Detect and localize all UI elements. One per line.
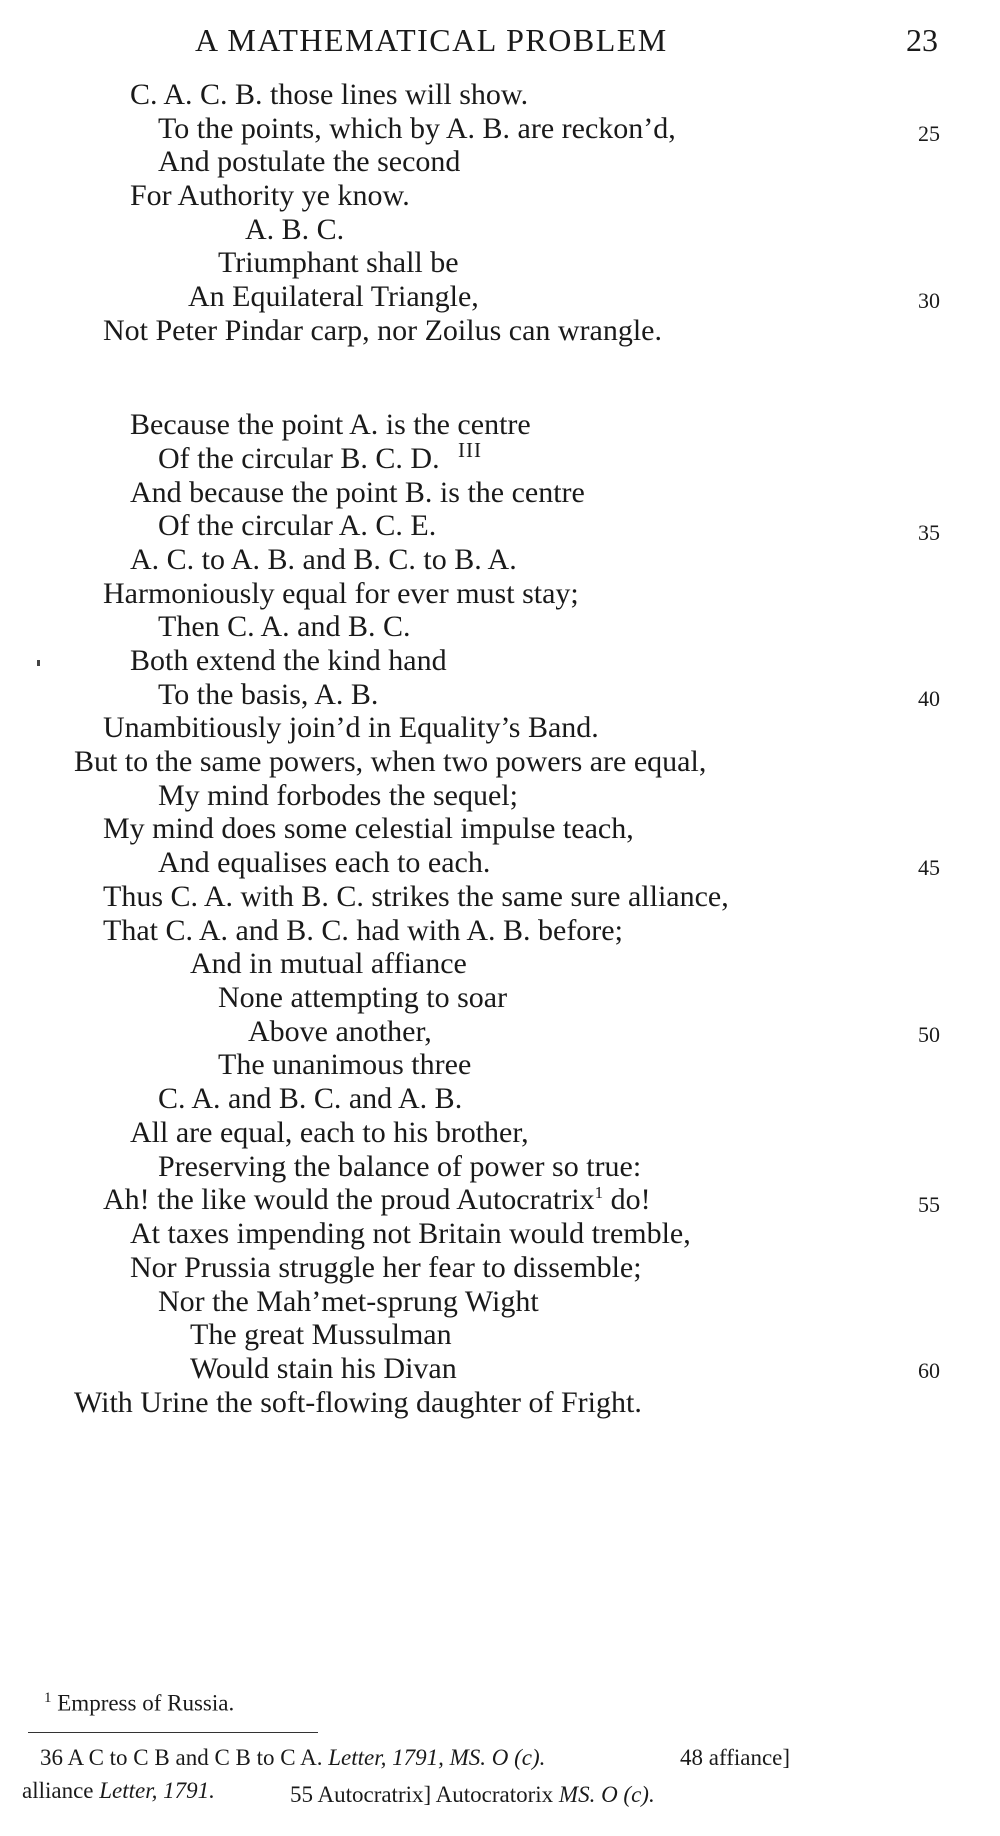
poem-line: None attempting to soar [218, 981, 508, 1014]
footnote-mark: 1 [44, 1690, 52, 1706]
poem-line: All are equal, each to his brother, [130, 1116, 529, 1149]
line-number: 60 [918, 1358, 940, 1383]
variant-36-text: A C to C B and C B to C A. [67, 1745, 323, 1770]
poem-line: Not Peter Pindar carp, nor Zoilus can wrangle. [103, 314, 662, 347]
poem-line: Then C. A. and B. C. [158, 610, 411, 643]
poem-line: And equalises each to each. [158, 846, 491, 879]
stanza-number: III [458, 438, 482, 462]
poem-line: Nor Prussia struggle her fear to dissemble; [130, 1251, 642, 1284]
line-number: 45 [918, 855, 940, 880]
poem-line: A. C. to A. B. and B. C. to B. A. [130, 543, 517, 576]
poem-line: And because the point B. is the centre [130, 476, 585, 509]
poem-line: Of the circular A. C. E. [158, 509, 437, 542]
line-number: 40 [918, 686, 940, 711]
footnote [44, 1690, 234, 1717]
footnote-text: Empress of Russia. [57, 1690, 235, 1716]
poem-line: But to the same powers, when two powers are equal, [74, 745, 707, 778]
variant-line-1 [40, 1745, 545, 1771]
poem-line: My mind does some celestial impulse teach, [103, 812, 634, 845]
poem-line: Above another, [248, 1015, 432, 1048]
poem-line: The great Mussulman [190, 1318, 452, 1351]
poem-line: That C. A. and B. C. had with A. B. before; [103, 914, 623, 947]
poem-line-text: Ah! the like would the proud Autocratrix [103, 1183, 595, 1216]
poem-line: Preserving the balance of power so true: [158, 1150, 642, 1183]
poem-line-55 [103, 1185, 651, 1215]
variant-36-source: Letter, 1791, MS. O (c). [328, 1745, 546, 1770]
poem-line: Both extend the kind hand [130, 644, 447, 677]
poem-line: C. A. C. B. those lines will show. [130, 78, 529, 111]
variant-48-source: Letter, 1791. [99, 1778, 215, 1803]
poem-line: Because the point A. is the centre [130, 408, 531, 441]
line-number: 30 [918, 288, 940, 313]
running-title: A MATHEMATICAL PROBLEM [195, 22, 668, 58]
poem-line: At taxes impending not Britain would tremble, [130, 1217, 691, 1250]
poem-line: To the points, which by A. B. are reckon’d, [158, 112, 676, 145]
page-number: 23 [906, 22, 938, 58]
poem-line: An Equilateral Triangle, [188, 280, 479, 313]
line-number: 55 [918, 1192, 940, 1217]
poem-line: C. A. and B. C. and A. B. [158, 1082, 463, 1115]
variant-48-cont: alliance [22, 1778, 94, 1803]
poem-line: Unambitiously join’d in Equality’s Band. [103, 711, 599, 744]
variant-55-text: 55 Autocratrix] Autocratorix [290, 1782, 554, 1807]
variant-55 [290, 1782, 655, 1808]
variant-36-ref: 36 [40, 1745, 63, 1770]
poem-line: For Authority ye know. [130, 179, 410, 212]
poem-line: Thus C. A. with B. C. strikes the same sure alliance, [103, 880, 729, 913]
line-number: 50 [918, 1022, 940, 1047]
poem-line: And in mutual affiance [190, 947, 467, 980]
stray-mark [37, 660, 40, 666]
poem-line: With Urine the soft-flowing daughter of Fright. [74, 1386, 642, 1419]
poem-line: Would stain his Divan [190, 1352, 457, 1385]
poem-line: The unanimous three [218, 1048, 472, 1081]
poem-line: And postulate the second [158, 145, 461, 178]
line-number: 25 [918, 121, 940, 146]
poem-line: Harmoniously equal for ever must stay; [103, 577, 579, 610]
poem-line: My mind forbodes the sequel; [158, 779, 518, 812]
variant-55-source: MS. O (c). [558, 1782, 655, 1807]
poem-line: Nor the Mah’met-sprung Wight [158, 1285, 539, 1318]
footnote-divider [28, 1732, 318, 1733]
poem-line: Triumphant shall be [218, 246, 459, 279]
poem-line: A. B. C. [245, 213, 345, 246]
poem-line: Of the circular B. C. D. [158, 442, 440, 475]
poem-line-tail: do! [603, 1183, 651, 1216]
footnote-reference: 1 [594, 1183, 604, 1202]
variant-48: 48 affiance] [680, 1745, 791, 1770]
poem-line: To the basis, A. B. [158, 678, 379, 711]
line-number: 35 [918, 520, 940, 545]
variant-line-2 [22, 1778, 215, 1804]
